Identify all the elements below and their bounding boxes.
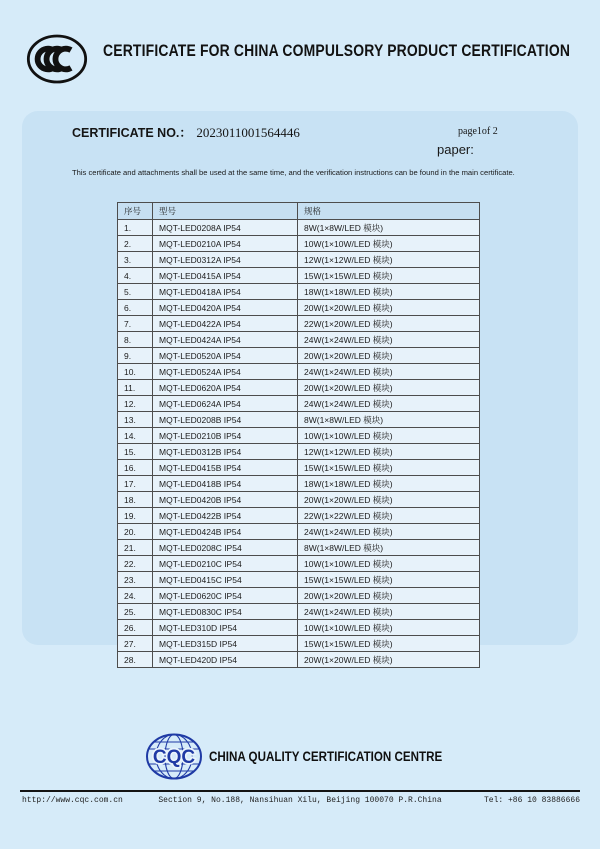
row-spec: 24W(1×24W/LED 模块) (298, 332, 480, 348)
row-spec: 24W(1×24W/LED 模块) (298, 364, 480, 380)
row-model: MQT-LED0415A IP54 (153, 268, 298, 284)
table-row (118, 604, 480, 620)
table-row (118, 380, 480, 396)
row-index: 23. (118, 572, 153, 588)
table-row (118, 316, 480, 332)
table-row (118, 348, 480, 364)
row-model: MQT-LED310D IP54 (153, 620, 298, 636)
table-row (118, 556, 480, 572)
row-spec: 20W(1×20W/LED 模块) (298, 300, 480, 316)
table-row (118, 572, 480, 588)
row-index: 3. (118, 252, 153, 268)
row-index: 24. (118, 588, 153, 604)
row-spec: 8W(1×8W/LED 模块) (298, 412, 480, 428)
row-model: MQT-LED0520A IP54 (153, 348, 298, 364)
table-row (118, 524, 480, 540)
table-row (118, 652, 480, 668)
row-model: MQT-LED0420B IP54 (153, 492, 298, 508)
row-spec: 20W(1×20W/LED 模块) (298, 588, 480, 604)
row-model: MQT-LED0624A IP54 (153, 396, 298, 412)
certificate-note: This certificate and attachments shall be used at the same time, and the verification instructions can be found in the main certificate. (72, 168, 515, 177)
page-indicator: page1of 2 (458, 126, 498, 137)
row-spec: 18W(1×18W/LED 模块) (298, 284, 480, 300)
table-row (118, 252, 480, 268)
table-row (118, 364, 480, 380)
row-model: MQT-LED0420A IP54 (153, 300, 298, 316)
column-header-spec: 规格 (298, 203, 480, 220)
row-index: 13. (118, 412, 153, 428)
row-index: 6. (118, 300, 153, 316)
row-model: MQT-LED0524A IP54 (153, 364, 298, 380)
row-spec: 10W(1×10W/LED 模块) (298, 620, 480, 636)
row-model: MQT-LED0418A IP54 (153, 284, 298, 300)
row-spec: 15W(1×15W/LED 模块) (298, 572, 480, 588)
row-model: MQT-LED0620A IP54 (153, 380, 298, 396)
row-index: 18. (118, 492, 153, 508)
table-row (118, 636, 480, 652)
table-row (118, 300, 480, 316)
row-index: 22. (118, 556, 153, 572)
row-spec: 24W(1×24W/LED 模块) (298, 396, 480, 412)
certificate-number-label: CERTIFICATE NO.： (72, 126, 192, 140)
row-model: MQT-LED0422B IP54 (153, 508, 298, 524)
row-model: MQT-LED420D IP54 (153, 652, 298, 668)
row-spec: 15W(1×15W/LED 模块) (298, 636, 480, 652)
row-index: 27. (118, 636, 153, 652)
row-spec: 15W(1×15W/LED 模块) (298, 268, 480, 284)
row-spec: 24W(1×24W/LED 模块) (298, 604, 480, 620)
website-link[interactable]: http://www.cqc.com.cn (22, 796, 123, 805)
row-index: 11. (118, 380, 153, 396)
row-spec: 10W(1×10W/LED 模块) (298, 236, 480, 252)
row-spec: 20W(1×20W/LED 模块) (298, 380, 480, 396)
row-index: 8. (118, 332, 153, 348)
certificate-number-value: 2023011001564446 (196, 125, 300, 140)
row-spec: 15W(1×15W/LED 模块) (298, 460, 480, 476)
footer-divider (20, 790, 580, 792)
row-index: 1. (118, 220, 153, 236)
address-text: Section 9, No.188, Nansihuan Xilu, Beijing 100070 P.R.China (158, 796, 442, 805)
table-row (118, 428, 480, 444)
row-index: 12. (118, 396, 153, 412)
row-index: 14. (118, 428, 153, 444)
row-index: 25. (118, 604, 153, 620)
table-row (118, 332, 480, 348)
table-row (118, 588, 480, 604)
row-model: MQT-LED0208A IP54 (153, 220, 298, 236)
table-row (118, 476, 480, 492)
paper-label: paper: (437, 142, 474, 157)
row-model: MQT-LED0415C IP54 (153, 572, 298, 588)
row-model: MQT-LED0208B IP54 (153, 412, 298, 428)
row-spec: 8W(1×8W/LED 模块) (298, 540, 480, 556)
row-spec: 18W(1×18W/LED 模块) (298, 476, 480, 492)
cqc-globe-icon (144, 732, 204, 781)
row-index: 21. (118, 540, 153, 556)
row-spec: 12W(1×12W/LED 模块) (298, 444, 480, 460)
row-index: 26. (118, 620, 153, 636)
table-row (118, 444, 480, 460)
row-model: MQT-LED0830C IP54 (153, 604, 298, 620)
table-row (118, 284, 480, 300)
table-row (118, 412, 480, 428)
table-row (118, 460, 480, 476)
row-model: MQT-LED0210A IP54 (153, 236, 298, 252)
row-model: MQT-LED0312B IP54 (153, 444, 298, 460)
row-index: 28. (118, 652, 153, 668)
row-index: 2. (118, 236, 153, 252)
column-header-model: 型号 (153, 203, 298, 220)
organization-name: CHINA QUALITY CERTIFICATION CENTRE (209, 749, 443, 764)
row-spec: 20W(1×20W/LED 模块) (298, 652, 480, 668)
table-row (118, 236, 480, 252)
table-header-row (118, 203, 480, 220)
cqc-logo-text: CQC (152, 747, 196, 768)
row-spec: 10W(1×10W/LED 模块) (298, 428, 480, 444)
row-index: 4. (118, 268, 153, 284)
row-model: MQT-LED315D IP54 (153, 636, 298, 652)
table-row (118, 396, 480, 412)
row-model: MQT-LED0422A IP54 (153, 316, 298, 332)
row-model: MQT-LED0418B IP54 (153, 476, 298, 492)
telephone-text: Tel: +86 10 83886666 (483, 796, 580, 805)
table-row (118, 620, 480, 636)
row-index: 19. (118, 508, 153, 524)
row-spec: 12W(1×12W/LED 模块) (298, 252, 480, 268)
spec-table (117, 202, 480, 668)
table-row (118, 540, 480, 556)
row-spec: 22W(1×22W/LED 模块) (298, 508, 480, 524)
table-row (118, 220, 480, 236)
row-model: MQT-LED0424B IP54 (153, 524, 298, 540)
table-row (118, 268, 480, 284)
column-header-index: 序号 (118, 203, 153, 220)
page-title: CERTIFICATE FOR CHINA COMPULSORY PRODUCT CERTIFICATION (103, 41, 571, 60)
certificate-number-line (72, 123, 300, 142)
row-index: 5. (118, 284, 153, 300)
contact-row (0, 796, 600, 808)
row-spec: 20W(1×20W/LED 模块) (298, 492, 480, 508)
row-index: 16. (118, 460, 153, 476)
row-index: 15. (118, 444, 153, 460)
row-index: 17. (118, 476, 153, 492)
row-model: MQT-LED0210B IP54 (153, 428, 298, 444)
row-spec: 24W(1×24W/LED 模块) (298, 524, 480, 540)
row-spec: 10W(1×10W/LED 模块) (298, 556, 480, 572)
row-index: 10. (118, 364, 153, 380)
table-row (118, 508, 480, 524)
row-model: MQT-LED0210C IP54 (153, 556, 298, 572)
row-model: MQT-LED0312A IP54 (153, 252, 298, 268)
row-spec: 8W(1×8W/LED 模块) (298, 220, 480, 236)
row-model: MQT-LED0208C IP54 (153, 540, 298, 556)
row-model: MQT-LED0424A IP54 (153, 332, 298, 348)
row-spec: 22W(1×20W/LED 模块) (298, 316, 480, 332)
row-spec: 20W(1×20W/LED 模块) (298, 348, 480, 364)
row-model: MQT-LED0620C IP54 (153, 588, 298, 604)
ccc-mark-icon (26, 33, 88, 85)
row-model: MQT-LED0415B IP54 (153, 460, 298, 476)
row-index: 7. (118, 316, 153, 332)
row-index: 9. (118, 348, 153, 364)
table-row (118, 492, 480, 508)
spec-table-body (118, 220, 480, 668)
row-index: 20. (118, 524, 153, 540)
